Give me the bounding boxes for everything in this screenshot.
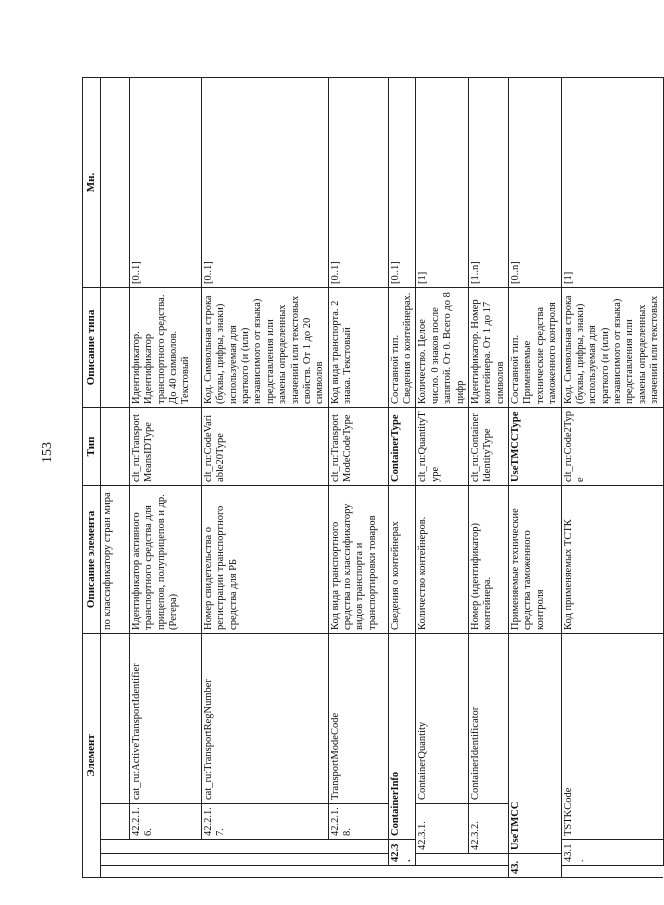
row-element-name: cat_ru:ActiveTransportIdentifier <box>129 633 201 803</box>
table-row <box>416 77 469 877</box>
row-type: clt_ru:ContainerIdentityType <box>468 407 508 485</box>
row-number: 42.2.1.7. <box>201 804 328 840</box>
row-number: 42.2.1.6. <box>129 804 201 840</box>
row-type-description: Количество. Целое число. 0 знаков после запятой. От 0. Всего до 8 цифр <box>416 287 469 407</box>
row-element-description: Количество контейнеров. <box>416 485 469 633</box>
continuation-description: по классификатору стран мира <box>100 485 129 633</box>
table-row <box>201 77 328 877</box>
row-number: 42.3.1. <box>416 804 469 854</box>
row-type: clt_ru:CodeVariable20Type <box>201 407 328 485</box>
row-type: clt_ru:QuantityType <box>416 407 469 485</box>
row-element-description: Код вида транспортного средства по классификатору видов транспорта и транспортировки товаров <box>328 485 388 633</box>
row-type-description: Код. Символьная строка (буквы, цифры, знаки) используемая для краткого (и (или) независимого от языка) представления или замены определенных значений или текстовых <box>561 287 663 407</box>
table-row <box>328 77 388 877</box>
row-element-name: ContainerIdentificator <box>468 633 508 803</box>
table-row <box>388 77 416 877</box>
row-type-description: Идентификатор. Номер контейнера. От 1 до 17 символов <box>468 287 508 407</box>
row-multiplicity: [1] <box>416 77 469 287</box>
page-number: 153 <box>40 442 55 463</box>
row-number: 43.1. <box>561 840 663 866</box>
header-row <box>83 77 101 877</box>
row-type-description: Код. Символьная строка (буквы, цифры, знаки) используемая для краткого (и (или) независимого от языка) представления или замены определенных значений или текстовых свойств. От 1 до 20 символов <box>201 287 328 407</box>
row-type-description: Составной тип. Применяемые технические средства таможенного контроля <box>509 287 562 407</box>
row-multiplicity: [0..n] <box>509 77 562 287</box>
row-element-name: TSTKCode <box>561 633 663 839</box>
row-multiplicity: [0..1] <box>201 77 328 287</box>
header-multiplicity: Мн. <box>83 77 101 287</box>
row-element-name: cat_ru:TransportRegNumber <box>201 633 328 803</box>
header-element: Элемент <box>83 633 101 877</box>
row-type: UseTMCCType <box>509 407 562 485</box>
row-type-description: Код вида транспорта. 2 знака. Текстовый <box>328 287 388 407</box>
row-type: clt_ru:Code2Type <box>561 407 663 485</box>
header-type: Тип <box>83 407 101 485</box>
row-type-description: Идентификатор. Идентификатор транспортного средства. До 40 символов. Текстовый <box>129 287 201 407</box>
row-element-description: Номер (идентификатор) контейнера. <box>468 485 508 633</box>
row-type: clt_ru:TransportMeansIDType <box>129 407 201 485</box>
row-number: 42.3.2. <box>468 804 508 854</box>
row-element-description: Применяемые технические средства таможенного контроля <box>509 485 562 633</box>
row-element-description: Код применяемых ТСТК <box>561 485 663 633</box>
row-number: 42.3. <box>388 840 416 866</box>
table-row <box>561 77 663 877</box>
row-multiplicity: [1..n] <box>468 77 508 287</box>
table-row <box>509 77 562 877</box>
rotated-table-wrapper <box>82 78 661 878</box>
row-element-description: Идентификатор активного транспортного средства для прицепов, полуприцепов и др. (Регера) <box>129 485 201 633</box>
row-element-name: ContainerInfo <box>388 633 416 839</box>
continuation-row <box>100 77 129 877</box>
row-multiplicity: [0..1] <box>388 77 416 287</box>
element-spec-table <box>82 77 664 878</box>
row-number: 43. <box>509 854 562 878</box>
row-element-description: Сведения о контейнерах <box>388 485 416 633</box>
row-multiplicity: [0..1] <box>129 77 201 287</box>
row-type-description: Составной тип. Сведения о контейнерах. <box>388 287 416 407</box>
row-element-name: UseTMCC <box>509 633 562 853</box>
row-element-description: Номер свидетельства о регистрации транспортного средства для РБ <box>201 485 328 633</box>
row-type: clt_ru:TransportModeCodeType <box>328 407 388 485</box>
row-number: 42.2.1.8. <box>328 804 388 840</box>
row-type: ContainerType <box>388 407 416 485</box>
row-element-name: ContainerQuantity <box>416 633 469 803</box>
header-type-description: Описание типа <box>83 287 101 407</box>
header-element-description: Описание элемента <box>83 485 101 633</box>
table-row <box>129 77 201 877</box>
row-multiplicity: [0..1] <box>328 77 388 287</box>
row-multiplicity: [1] <box>561 77 663 287</box>
row-element-name: TransportModeCode <box>328 633 388 803</box>
table-row <box>468 77 508 877</box>
